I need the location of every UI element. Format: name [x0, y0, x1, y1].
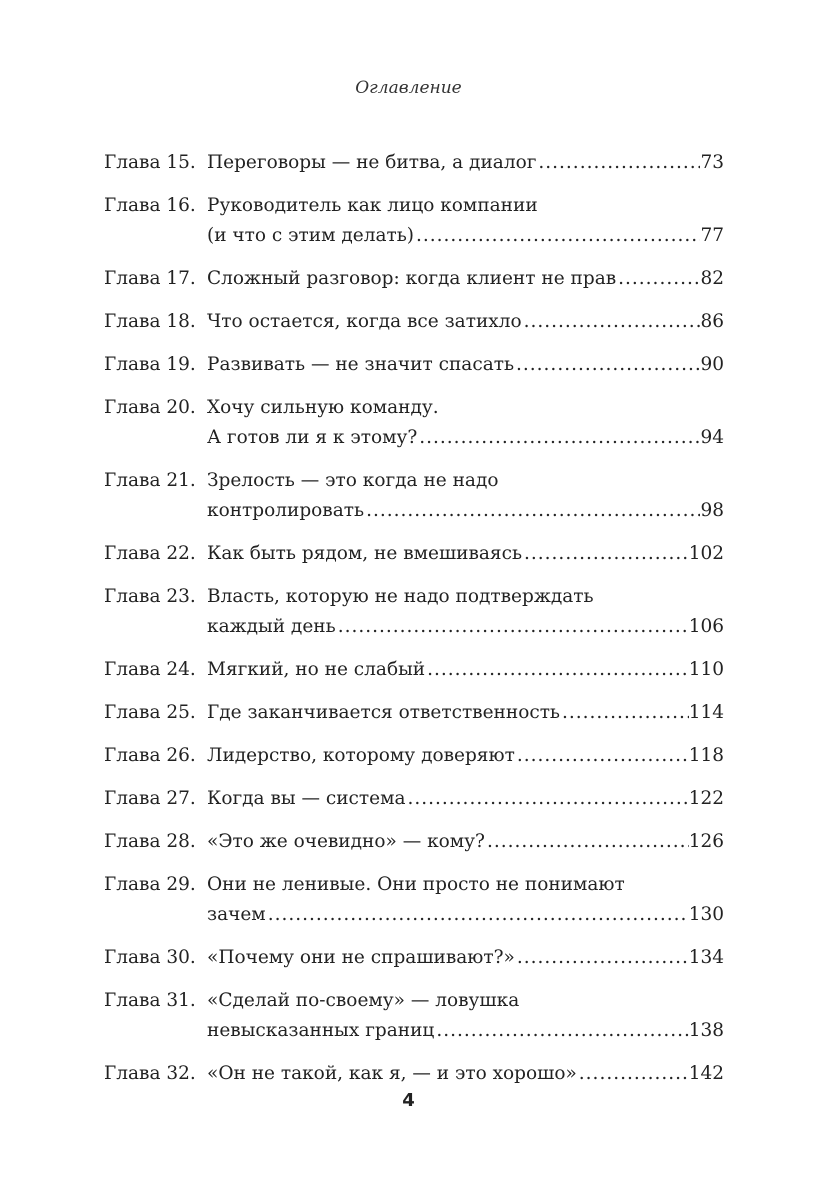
chapter-label: Глава 18. [104, 311, 196, 332]
dot-leader [522, 539, 689, 569]
page-ref: 114 [688, 702, 724, 723]
chapter-title-line: «Почему они не спрашивают?» [207, 947, 515, 968]
dot-leader [515, 741, 689, 771]
dot-leader [536, 148, 700, 178]
dot-leader [560, 698, 689, 728]
page-ref: 138 [688, 1020, 724, 1041]
chapter-title-line: Развивать — не значит спасать [207, 354, 515, 375]
dot-leader [522, 307, 701, 337]
chapter-label: Глава 27. [104, 788, 196, 809]
page-ref: 130 [688, 904, 724, 925]
toc-entry[interactable] [104, 943, 724, 973]
dot-leader [515, 943, 689, 973]
page-ref: 82 [700, 268, 724, 289]
dot-leader [577, 1059, 689, 1089]
toc-entry[interactable] [104, 582, 724, 642]
chapter-title-line: «Сделай по-своему» — ловушка [207, 990, 520, 1011]
running-head: Оглавление [355, 78, 462, 98]
toc-entry[interactable] [104, 655, 724, 685]
chapter-title-line: Мягкий, но не слабый [207, 659, 426, 680]
chapter-title-line: «Он не такой, как я, — и это хорошо» [207, 1063, 577, 1084]
page-ref: 118 [688, 745, 724, 766]
page-ref: 126 [688, 831, 724, 852]
toc-entry[interactable] [104, 698, 724, 728]
chapter-label: Глава 17. [104, 268, 196, 289]
chapter-label: Глава 20. [104, 397, 196, 418]
toc-entry[interactable] [104, 307, 724, 337]
toc-entry[interactable] [104, 264, 724, 294]
chapter-label: Глава 23. [104, 586, 196, 607]
toc-entry[interactable] [104, 466, 724, 526]
toc-entry[interactable] [104, 986, 724, 1046]
toc-entry[interactable] [104, 784, 724, 814]
chapter-title-line: Как быть рядом, не вмешиваясь [207, 543, 523, 564]
toc-entry[interactable] [104, 870, 724, 930]
chapter-label: Глава 16. [104, 195, 196, 216]
page-ref: 73 [700, 152, 724, 173]
dot-leader [406, 784, 689, 814]
chapter-title-line: Где заканчивается ответственность [207, 702, 561, 723]
page-ref: 94 [700, 427, 724, 448]
chapter-label: Глава 29. [104, 874, 196, 895]
chapter-label: Глава 19. [104, 354, 196, 375]
dot-leader [417, 423, 700, 453]
toc-entry[interactable] [104, 350, 724, 380]
toc-entry[interactable] [104, 539, 724, 569]
chapter-label: Глава 32. [104, 1063, 196, 1084]
page-number: 4 [402, 1090, 415, 1111]
chapter-label: Глава 22. [104, 543, 196, 564]
page-ref: 102 [688, 543, 724, 564]
chapter-title-line: Они не ленивые. Они просто не понимают [207, 874, 625, 895]
chapter-title-line: контролировать [207, 500, 365, 521]
table-of-contents [104, 148, 724, 1102]
chapter-title-line: Когда вы — система [207, 788, 406, 809]
chapter-label: Глава 25. [104, 702, 196, 723]
chapter-title-line: Переговоры — не битва, а диалог [207, 152, 537, 173]
page-ref: 134 [688, 947, 724, 968]
chapter-title-line: Лидерство, которому доверяют [207, 745, 515, 766]
chapter-title-line: Сложный разговор: когда клиент не прав [207, 268, 617, 289]
chapter-title-line: А готов ли я к этому? [207, 427, 418, 448]
toc-entry[interactable] [104, 148, 724, 178]
page-ref: 110 [688, 659, 724, 680]
chapter-title-line: «Это же очевидно» — кому? [207, 831, 485, 852]
page-ref: 77 [700, 225, 724, 246]
chapter-label: Глава 26. [104, 745, 196, 766]
toc-entry[interactable] [104, 393, 724, 453]
chapter-label: Глава 15. [104, 152, 196, 173]
page-ref: 98 [700, 500, 724, 521]
page-ref: 122 [688, 788, 724, 809]
page-ref: 142 [688, 1063, 724, 1084]
dot-leader [434, 1016, 688, 1046]
chapter-title-line: зачем [207, 904, 266, 925]
chapter-label: Глава 28. [104, 831, 196, 852]
chapter-label: Глава 21. [104, 470, 196, 491]
dot-leader [336, 612, 689, 642]
chapter-label: Глава 31. [104, 990, 196, 1011]
chapter-title-line: невысказанных границ [207, 1020, 435, 1041]
dot-leader [266, 900, 689, 930]
dot-leader [514, 350, 700, 380]
chapter-title-line: Зрелость — это когда не надо [207, 470, 499, 491]
chapter-title-line: Хочу сильную команду. [207, 397, 439, 418]
chapter-label: Глава 30. [104, 947, 196, 968]
toc-entry[interactable] [104, 1059, 724, 1089]
toc-entry[interactable] [104, 827, 724, 857]
chapter-label: Глава 24. [104, 659, 196, 680]
dot-leader [616, 264, 700, 294]
dot-leader [414, 221, 700, 251]
chapter-title-line: Власть, которую не надо подтверждать [207, 586, 594, 607]
toc-entry[interactable] [104, 741, 724, 771]
dot-leader [425, 655, 689, 685]
toc-entry[interactable] [104, 191, 724, 251]
dot-leader [364, 496, 700, 526]
chapter-title-line: Что остается, когда все затихло [207, 311, 522, 332]
page-ref: 106 [688, 616, 724, 637]
page-ref: 86 [700, 311, 724, 332]
chapter-title-line: каждый день [207, 616, 336, 637]
chapter-title-line: (и что с этим делать) [207, 225, 414, 246]
page-ref: 90 [700, 354, 724, 375]
chapter-title-line: Руководитель как лицо компании [207, 195, 538, 216]
dot-leader [485, 827, 689, 857]
